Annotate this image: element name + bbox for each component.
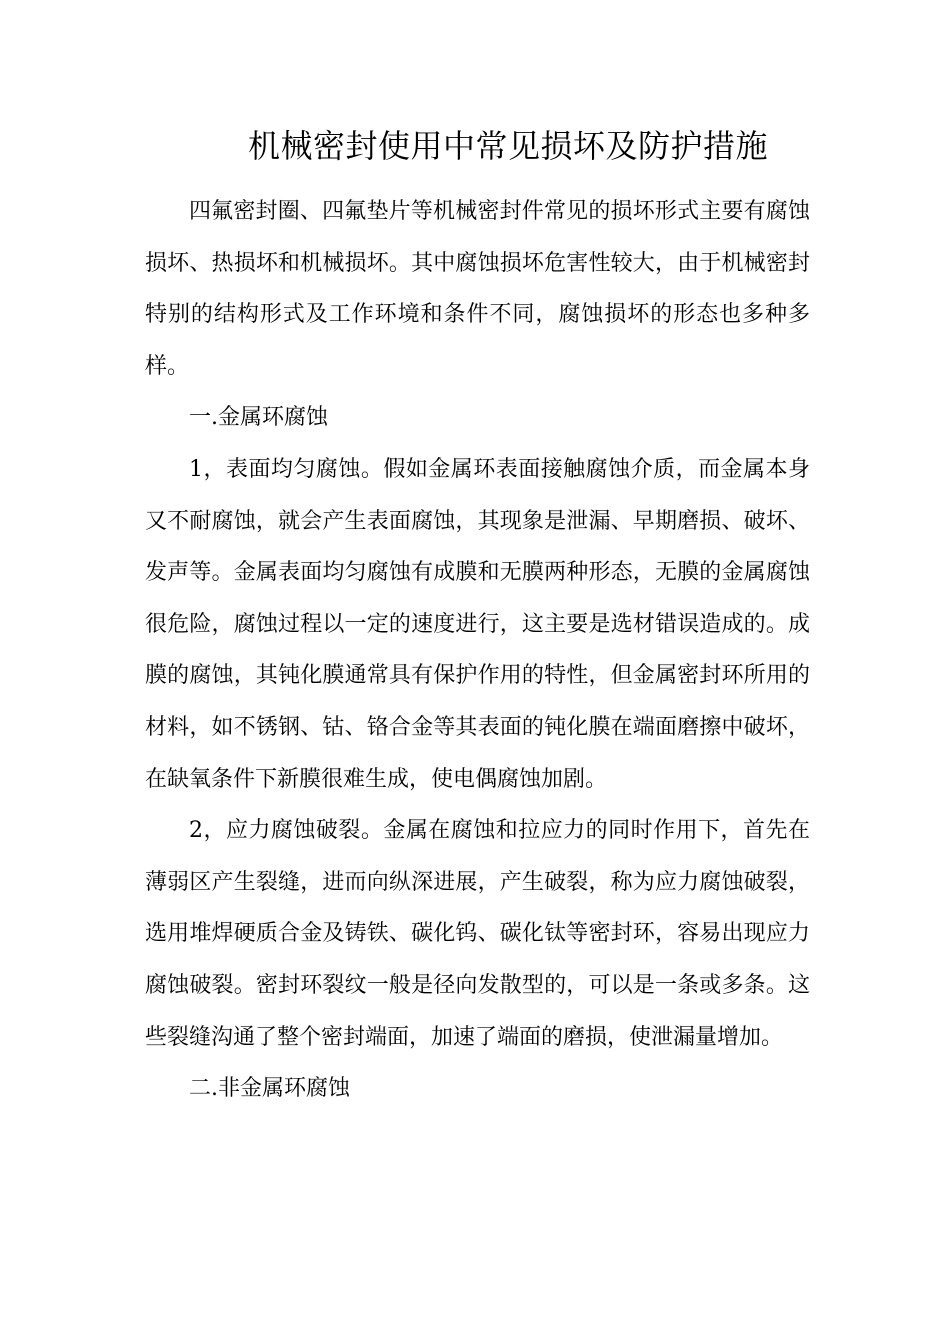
intro-paragraph: 四氟密封圈、四氟垫片等机械密封件常见的损坏形式主要有腐蚀损坏、热损坏和机械损坏。其中腐蚀损坏危害性较大，由于机械密封特别的结构形式及工作环境和条件不同，腐蚀损坏的形态也多种多样。 <box>145 199 810 379</box>
section-heading-nonmetal-ring-corrosion: 二.非金属环腐蚀 <box>189 1076 350 1102</box>
document-title: 机械密封使用中常见损坏及防护措施 <box>247 127 768 165</box>
paragraph-surface-uniform-corrosion: 1，表面均匀腐蚀。假如金属环表面接触腐蚀介质，而金属本身又不耐腐蚀，就会产生表面腐蚀，其现象是泄漏、早期磨损、破坏、发声等。金属表面均匀腐蚀有成膜和无膜两种形态，无膜的金属腐蚀很危险，腐蚀过程以一定的速度进行，这主要是选材错误造成的。成膜的腐蚀，其钝化膜通常具有保护作用的特性，但金属密封环所用的材料，如不锈钢、钴、铬合金等其表面的钝化膜在端面磨擦中破坏，在缺氧条件下新膜很难生成，使电偶腐蚀加剧。 <box>145 456 810 792</box>
section-heading-metal-ring-corrosion: 一.金属环腐蚀 <box>189 405 328 431</box>
document-body <box>145 186 810 1115</box>
paragraph-stress-corrosion-cracking: 2，应力腐蚀破裂。金属在腐蚀和拉应力的同时作用下，首先在薄弱区产生裂缝，进而向纵深进展，产生破裂，称为应力腐蚀破裂，选用堆焊硬质合金及铸铁、碳化钨、碳化钛等密封环，容易出现应力腐蚀破裂。密封环裂纹一般是径向发散型的，可以是一条或多条。这些裂缝沟通了整个密封端面，加速了端面的磨损，使泄漏量增加。 <box>145 818 810 1050</box>
